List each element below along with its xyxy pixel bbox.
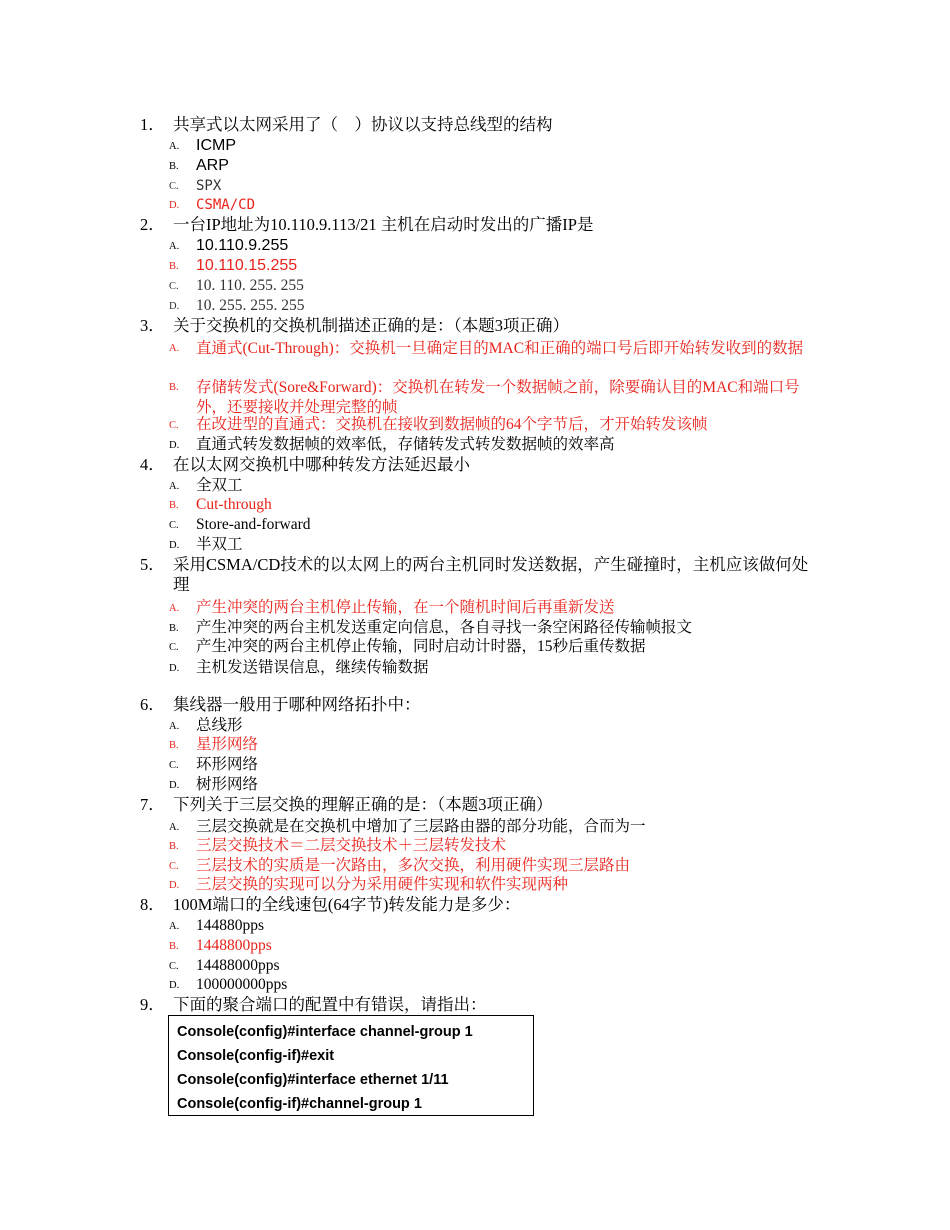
option-8d bbox=[169, 975, 287, 996]
option-text: 三层技术的实质是一次路由，多次交换，利用硬件实现三层路由 bbox=[196, 857, 631, 874]
option-text: 总线形 bbox=[196, 717, 243, 734]
code-line: Console(config-if)#channel-group 1 bbox=[177, 1096, 422, 1112]
question-text: 在以太网交换机中哪种转发方法延迟最小 bbox=[173, 455, 470, 474]
option-letter: B. bbox=[169, 841, 179, 852]
option-letter: C. bbox=[169, 760, 179, 771]
option-text: 三层交换技术＝二层交换技术＋三层转发技术 bbox=[196, 837, 507, 854]
question-number: 9． bbox=[140, 995, 165, 1014]
option-4d bbox=[169, 535, 243, 556]
option-5b bbox=[169, 618, 692, 639]
option-text: CSMA/CD bbox=[196, 197, 256, 213]
option-letter: D. bbox=[169, 200, 180, 211]
question-text: 采用CSMA/CD技术的以太网上的两台主机同时发送数据，产生碰撞时，主机应该做何处理 bbox=[173, 555, 809, 594]
option-letter: B. bbox=[169, 740, 179, 751]
option-text: 在改进型的直通式：交换机在接收到数据帧的64个字节后，才开始转发该帧 bbox=[196, 416, 708, 433]
option-1b bbox=[169, 156, 229, 177]
option-text: 半双工 bbox=[196, 536, 243, 553]
option-letter: C. bbox=[169, 961, 179, 972]
option-5c bbox=[169, 637, 646, 658]
option-letter: D. bbox=[169, 301, 180, 312]
question-number: 7． bbox=[140, 795, 165, 814]
option-letter: A. bbox=[169, 822, 180, 833]
option-4c bbox=[169, 515, 310, 536]
option-8a bbox=[169, 916, 264, 937]
option-5d bbox=[169, 658, 429, 679]
option-letter: A. bbox=[169, 241, 180, 252]
option-text: 产生冲突的两台主机停止传输，同时启动计时器，15秒后重传数据 bbox=[196, 638, 646, 655]
option-text: ICMP bbox=[196, 137, 236, 154]
option-4b bbox=[169, 495, 272, 516]
option-text: 主机发送错误信息，继续传输数据 bbox=[196, 659, 429, 676]
option-text: 树形网络 bbox=[196, 776, 259, 793]
option-text: 三层交换的实现可以分为采用硬件实现和软件实现两种 bbox=[196, 876, 569, 893]
option-text: 环形网络 bbox=[196, 756, 259, 773]
question-text: 一台IP地址为10.110.9.113/21 主机在启动时发出的广播IP是 bbox=[173, 215, 594, 234]
question-4 bbox=[140, 455, 470, 475]
option-letter: C. bbox=[169, 181, 179, 192]
option-2b bbox=[169, 256, 297, 277]
option-6c bbox=[169, 755, 258, 776]
option-text: 100000000pps bbox=[196, 976, 288, 993]
option-7c bbox=[169, 856, 630, 877]
question-number: 6． bbox=[140, 695, 165, 714]
option-text: 三层交换就是在交换机中增加了三层路由器的部分功能，合而为一 bbox=[196, 818, 646, 835]
option-7b bbox=[169, 836, 506, 857]
question-number: 3． bbox=[140, 316, 165, 335]
question-1 bbox=[140, 115, 553, 135]
option-letter: A. bbox=[169, 481, 180, 492]
option-text: 10. 110. 255. 255 bbox=[196, 277, 304, 294]
option-letter: C. bbox=[169, 861, 179, 872]
question-number: 5． bbox=[140, 555, 165, 574]
option-letter: D. bbox=[169, 780, 180, 791]
option-text: 星形网络 bbox=[196, 736, 259, 753]
option-6a bbox=[169, 716, 243, 737]
option-letter: B. bbox=[169, 500, 179, 511]
option-1a bbox=[169, 136, 236, 157]
option-text: 144880pps bbox=[196, 917, 265, 934]
question-text: 集线器一般用于哪种网络拓扑中： bbox=[173, 695, 421, 714]
option-7d bbox=[169, 875, 568, 896]
option-text: 10.110.15.255 bbox=[196, 257, 298, 274]
option-text: 1448800pps bbox=[196, 937, 272, 954]
option-letter: C. bbox=[169, 642, 179, 653]
option-text: 直通式转发数据帧的效率低，存储转发式转发数据帧的效率高 bbox=[196, 436, 615, 453]
question-9 bbox=[140, 995, 487, 1015]
option-text: SPX bbox=[196, 178, 222, 194]
question-text: 共享式以太网采用了（ ）协议以支持总线型的结构 bbox=[173, 115, 553, 134]
question-5 bbox=[140, 555, 820, 595]
option-7a bbox=[169, 817, 646, 838]
option-text: 14488000pps bbox=[196, 957, 280, 974]
option-2a bbox=[169, 236, 288, 257]
question-3 bbox=[140, 316, 569, 336]
question-number: 8． bbox=[140, 895, 165, 914]
option-letter: C. bbox=[169, 420, 179, 431]
question-7 bbox=[140, 795, 553, 815]
option-letter: B. bbox=[169, 382, 179, 393]
question-6 bbox=[140, 695, 421, 715]
option-letter: A. bbox=[169, 721, 180, 732]
question-text: 下面的聚合端口的配置中有错误，请指出： bbox=[173, 995, 487, 1014]
code-line: Console(config-if)#exit bbox=[177, 1048, 335, 1064]
config-code-box bbox=[168, 1015, 534, 1116]
option-letter: D. bbox=[169, 440, 180, 451]
option-letter: B. bbox=[169, 623, 179, 634]
question-number: 2． bbox=[140, 215, 165, 234]
question-number: 1． bbox=[140, 115, 165, 134]
option-6d bbox=[169, 775, 258, 796]
option-1d bbox=[169, 195, 255, 216]
code-line: Console(config)#interface channel-group 1 bbox=[177, 1024, 473, 1040]
option-letter: D. bbox=[169, 880, 180, 891]
option-letter: A. bbox=[169, 921, 180, 932]
option-text: 存储转发式(Sore&Forward)：交换机在转发一个数据帧之前，除要确认目的MAC和端口号外，还要接收并处理完整的帧 bbox=[196, 379, 800, 416]
option-text: 全双工 bbox=[196, 477, 243, 494]
option-letter: B. bbox=[169, 261, 179, 272]
option-3d bbox=[169, 435, 615, 456]
option-3a bbox=[169, 338, 809, 359]
option-letter: A. bbox=[169, 141, 180, 152]
option-letter: B. bbox=[169, 161, 179, 172]
option-8c bbox=[169, 956, 280, 977]
question-number: 4． bbox=[140, 455, 165, 474]
option-2d bbox=[169, 296, 305, 317]
option-6b bbox=[169, 735, 258, 756]
option-3b bbox=[169, 377, 809, 417]
code-line: Console(config)#interface ethernet 1/11 bbox=[177, 1072, 449, 1088]
option-1c bbox=[169, 176, 221, 197]
option-letter: C. bbox=[169, 281, 179, 292]
question-2 bbox=[140, 215, 593, 235]
option-letter: A. bbox=[169, 603, 180, 614]
option-8b bbox=[169, 936, 272, 957]
option-letter: D. bbox=[169, 663, 180, 674]
question-text: 100M端口的全线速包(64字节)转发能力是多少： bbox=[173, 895, 521, 914]
option-letter: D. bbox=[169, 980, 180, 991]
option-letter: C. bbox=[169, 520, 179, 531]
option-letter: A. bbox=[169, 343, 180, 354]
question-text: 关于交换机的交换机制描述正确的是：（本题3项正确） bbox=[173, 316, 569, 335]
option-3c bbox=[169, 415, 708, 436]
option-text: 产生冲突的两台主机停止传输，在一个随机时间后再重新发送 bbox=[196, 599, 615, 616]
option-4a bbox=[169, 476, 243, 497]
option-letter: D. bbox=[169, 540, 180, 551]
option-text: 直通式(Cut-Through)：交换机一旦确定目的MAC和正确的端口号后即开始转发收到的数据 bbox=[196, 340, 804, 357]
option-2c bbox=[169, 276, 304, 297]
option-letter: B. bbox=[169, 941, 179, 952]
question-8 bbox=[140, 895, 520, 915]
option-5a bbox=[169, 598, 615, 619]
option-text: Cut-through bbox=[196, 496, 272, 513]
option-text: 10.110.9.255 bbox=[196, 237, 289, 254]
option-text: ARP bbox=[196, 157, 229, 174]
option-text: 10. 255. 255. 255 bbox=[196, 297, 305, 314]
question-text: 下列关于三层交换的理解正确的是：（本题3项正确） bbox=[173, 795, 553, 814]
option-text: Store-and-forward bbox=[196, 516, 311, 533]
option-text: 产生冲突的两台主机发送重定向信息，各自寻找一条空闲路径传输帧报文 bbox=[196, 619, 693, 636]
